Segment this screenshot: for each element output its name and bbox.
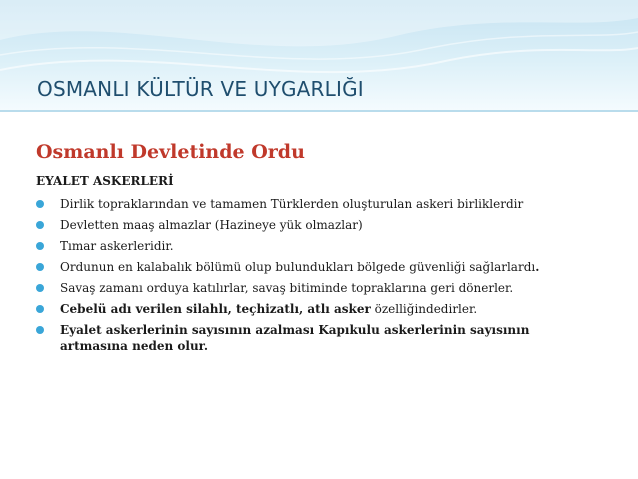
bullet-item [36,322,596,354]
bullet-dot-icon [36,263,44,271]
slide-subtitle: Osmanlı Devletinde Ordu [36,141,305,163]
bullet-item [36,259,596,275]
bullet-dot-icon [36,242,44,250]
bullet-text-rest: özelliğindedirler. [370,302,478,316]
bullet-text: Tımar askerleridir. [60,239,174,253]
bullet-item [36,280,596,296]
bullet-list [36,196,596,359]
bullet-text: Savaş zamanı orduya katılırlar, savaş bitiminde topraklarına geri dönerler. [60,281,514,295]
bullet-item [36,301,596,317]
bullet-dot-icon [36,200,44,208]
bullet-item [36,196,596,212]
title-divider [0,110,638,112]
bullet-item [36,217,596,233]
bullet-dot-icon [36,221,44,229]
bullet-text-bold: Cebelü adı verilen silahlı, teçhizatlı, atlı asker [60,302,371,316]
bullet-text: Eyalet askerlerinin sayısının azalması Kapıkulu askerlerinin sayısının artmasına neden olur. [60,323,530,353]
bullet-text: Ordunun en kalabalık bölümü olup bulundukları bölgede güvenliği sağlarlardı [60,260,536,274]
slide-title: OSMANLI KÜLTÜR VE UYGARLIĞI [37,77,364,101]
bullet-dot-icon [36,284,44,292]
bullet-dot-icon [36,326,44,334]
bullet-item [36,238,596,254]
bullet-text-bold-tail: . [535,260,540,274]
bullet-dot-icon [36,305,44,313]
bullet-text: Dirlik topraklarından ve tamamen Türklerden oluşturulan askeri birliklerdir [60,197,524,211]
section-heading: EYALET ASKERLERİ [36,174,174,188]
bullet-text: Devletten maaş almazlar (Hazineye yük olmazlar) [60,218,363,232]
